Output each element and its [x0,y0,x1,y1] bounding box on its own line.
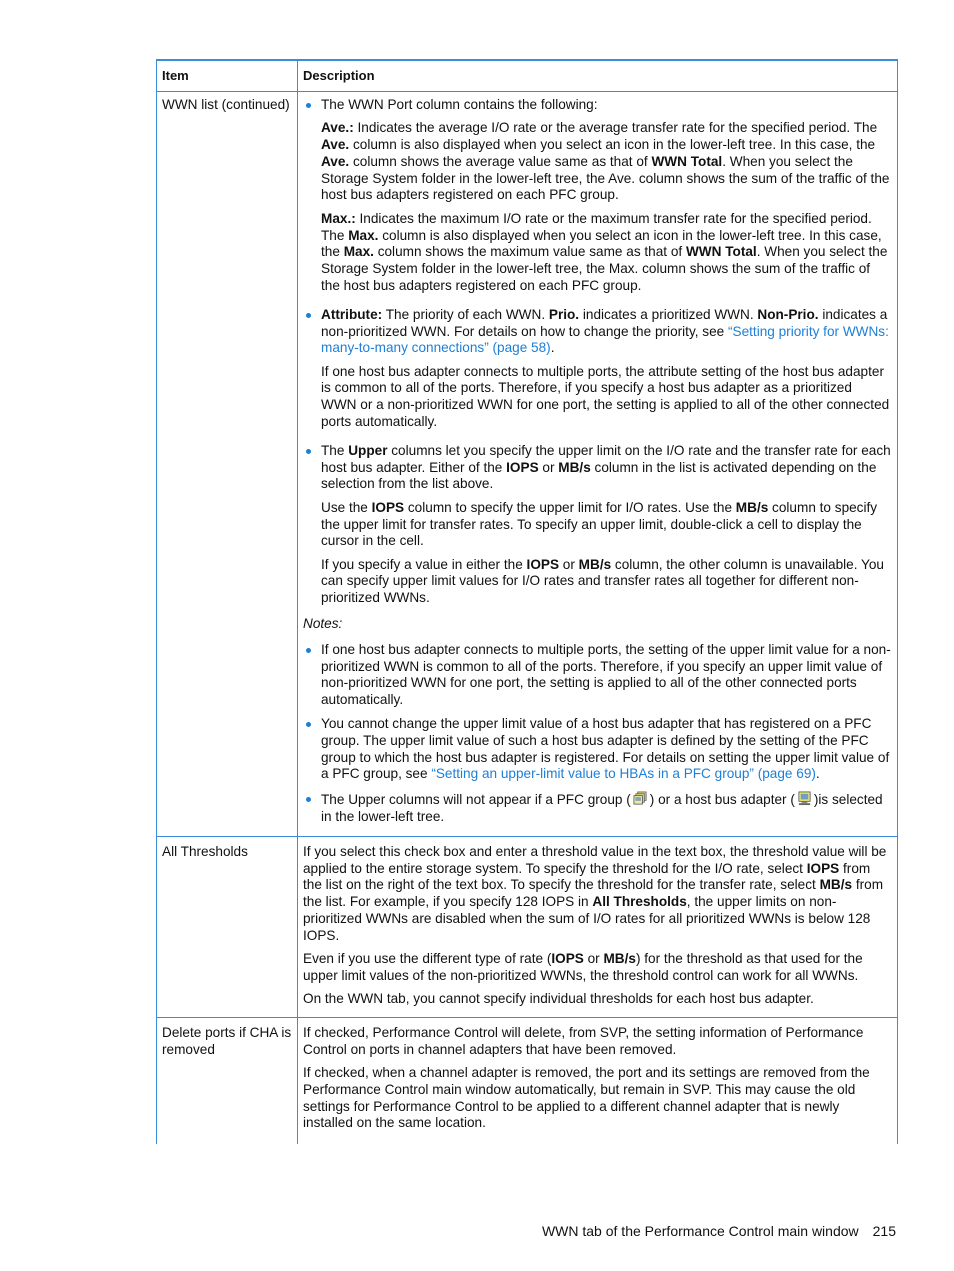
notes-label: Notes: [303,616,343,632]
list-item-upper: The Upper columns let you specify the upper limit on the I/O rate and the transfer rate for each host bus adapter. Either of the IOPS or MB/s column in the list is activated depending on the selection from the list above. Use the IOPS column to specify the upper limit for I/O rates. Use the MB/s column to specify the upper limit for transfer rates. To specify an upper limit, double-click a cell to display the cursor in the cell. If you specify a value in either the IOPS or MB/s column, the other column is unavailable. You can specify upper limit values for I/O rates and transfer rates all together for different non-prioritized WWNs. [303,443,891,607]
description-wwn-list [297,92,897,836]
description-table [156,59,898,1144]
table-row-wwn-list [157,92,897,837]
header-description: Description [297,61,897,91]
description-all-thresholds: If you select this check box and enter a threshold value in the text box, the threshold value will be applied to the entire storage system. To specify the threshold for the I/O rate, select IOPS from the list on the right of the text box. To specify the threshold for the transfer rate, select MB/s from the list. For example, if you specify 128 IOPS in All Thresholds, the upper limits on non-prioritized WWNs are disabled when the sum of I/O rates for all prioritized WWNs is below 128 IOPS. Even if you use the different type of rate (IOPS or MB/s) for the threshold as that used for the upper limit values of the non-prioritized WWNs, the threshold control can work for all WWNs. On the WWN tab, you cannot specify individual thresholds for each host bus adapter. [297,837,897,1017]
table-row-all-thresholds [157,837,897,1018]
list-item-wwn-port: The WWN Port column contains the following: Ave.: Indicates the average I/O rate or the average transfer rate for the specified period. The Ave. column is also displayed when you select an icon in the lower-left tree. In this case, the Ave. column shows the average value same as that of WWN Total. When you select the Storage System folder in the lower-left tree, the Ave. column shows the sum of the traffic of the host bus adapters registered on each PFC group. Max.: Indicates the maximum I/O rate or the maximum transfer rate for the specified period. The Max. column is also displayed when you select an icon in the lower-left tree. In this case, the Max. column shows the maximum value same as that of WWN Total. When you select the Storage System folder in the lower-left tree, the Max. column shows the sum of the traffic of the host bus adapters registered on each PFC group. [303,97,891,295]
page-number: 215 [872,1223,896,1239]
note-item-2: You cannot change the upper limit value of a host bus adapter that has registered on a PFC group. The upper limit value of such a host bus adapter is defined by the setting of the PFC group to which the host bus adapter is registered. For details on setting the upper limit value of a PFC group, see “Setting an upper-limit value to HBAs in a PFC group” (page 69). [303,716,891,783]
header-item: Item [162,68,189,83]
item-delete-ports: Delete ports if CHA is removed [162,1024,292,1057]
note-item-3: The Upper columns will not appear if a PFC group ( ) or a host bus adapter ( )is selected in the lower-left tree. [303,791,891,826]
page-footer [542,1223,896,1240]
ave-paragraph: Ave.: Indicates the average I/O rate or the average transfer rate for the specified period. The Ave. column is also displayed when you select an icon in the lower-left tree. In this case, the Ave. column shows the average value same as that of WWN Total. When you select the Storage System folder in the lower-left tree, the Ave. column shows the sum of the traffic of the host bus adapters registered on each PFC group. [321,120,890,203]
pfc-group-icon [633,791,648,806]
link-setting-priority[interactable]: “Setting priority for WWNs: many-to-many connections” (page 58) [321,323,889,356]
list-item-attribute: Attribute: The priority of each WWN. Prio. indicates a prioritized WWN. Non-Prio. indicates a non-prioritized WWN. For details on how to change the priority, see “Setting priority for WWNs: many-to-many connections” (page 58). If one host bus adapter connects to multiple ports, the attribute setting of the host bus adapter is common to all of the ports. Therefore, if you specify a host bus adapter as a prioritized WWN or a non-prioritized WWN for one port, the setting is applied to all of the other connected ports automatically. [303,307,891,431]
footer-section-title: WWN tab of the Performance Control main window [541,1223,859,1239]
item-all-thresholds: All Thresholds [162,843,248,859]
host-bus-adapter-icon [797,791,812,806]
max-paragraph: Max.: Indicates the maximum I/O rate or the maximum transfer rate for the specified period. The Max. column is also displayed when you select an icon in the lower-left tree. In this case, the Max. column shows the maximum value same as that of WWN Total. When you select the Storage System folder in the lower-left tree, the Max. column shows the sum of the traffic of the host bus adapters registered on each PFC group. [321,210,888,293]
link-setting-upper-limit[interactable]: “Setting an upper-limit value to HBAs in a PFC group” (page 69) [431,766,816,782]
note-item-1: If one host bus adapter connects to multiple ports, the setting of the upper limit value for a non-prioritized WWN is common to all of the ports. Therefore, if you specify an upper limit value of non-prioritized WWN for one port, the setting is applied to all of the other connected ports automatically. [303,642,891,709]
item-wwn-list: WWN list (continued) [162,97,290,112]
table-row-delete-ports [157,1018,897,1144]
table-header-row [157,61,897,92]
description-delete-ports: If checked, Performance Control will delete, from SVP, the setting information of Performance Control on ports in channel adapters that have been removed. If checked, when a channel adapter is removed, the port and its settings are removed from the Performance Control main window automatically, but remain in SVP. This may cause the old settings for Performance Control to be applied to a different channel adapter that is newly installed on the same location. [297,1018,897,1144]
